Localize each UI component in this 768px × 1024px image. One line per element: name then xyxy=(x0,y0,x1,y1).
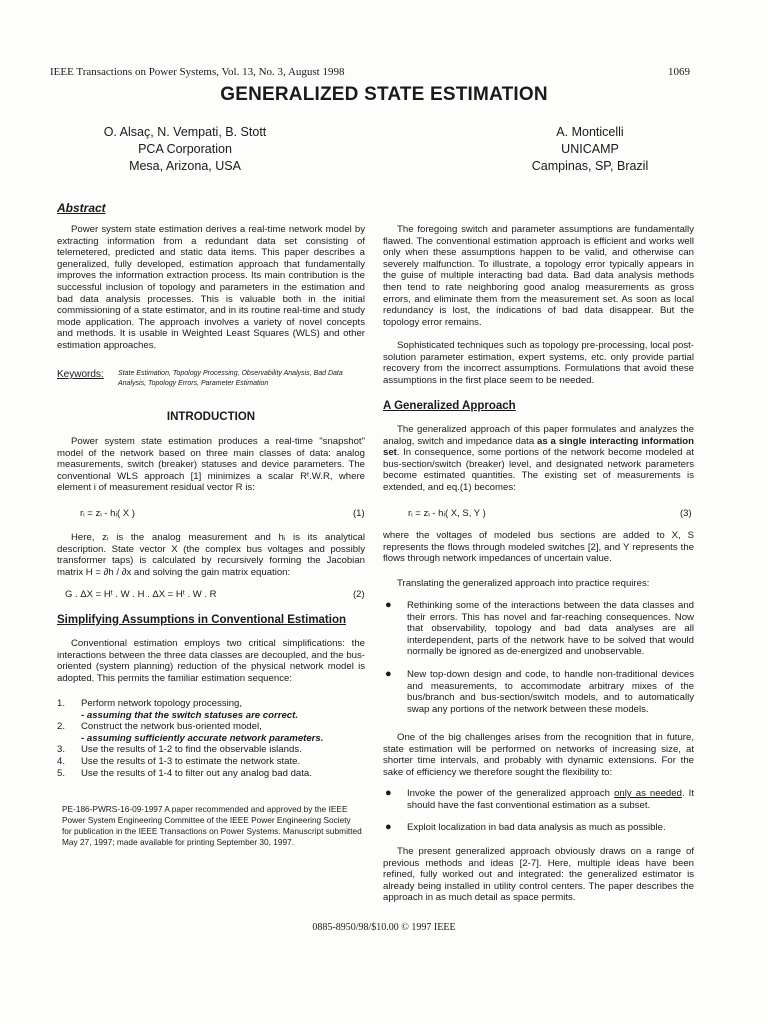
step-number: 5. xyxy=(57,767,66,779)
bullet-icon: ● xyxy=(385,821,392,834)
text: The generalized approach of this paper formulates and analyzes the analog, switch and impedance data xyxy=(383,424,694,447)
introduction-heading: INTRODUCTION xyxy=(166,411,256,423)
list-item xyxy=(383,600,694,658)
paragraph: The foregoing switch and parameter assumptions are fundamentally flawed. The conventional estimation approach is efficient and works well only when these assumptions happen to be valid, and otherwise can severely malfunction. To illustrate, a topology error typically appears in the guise of multiple interacting bad data. Bad data analysis methods then tend to rate neighboring good analog measurements as gross errors, and eliminate them from the measurement set. As soon as local redundancy is lost, the indications of bad data disappear. But the topology error remains. xyxy=(383,224,694,328)
equation-2: G . ΔX = Hᵗ . W . H . ΔX = Hᵗ . W . R xyxy=(65,589,217,600)
step-item xyxy=(57,721,365,733)
right-p2 xyxy=(383,340,694,386)
step-text: Use the results of 1-3 to estimate the network state. xyxy=(81,755,301,767)
step-text: Construct the network bus-oriented model, xyxy=(81,721,262,733)
list-item xyxy=(383,669,694,715)
step-item xyxy=(57,756,365,768)
paper-title: GENERALIZED STATE ESTIMATION xyxy=(220,84,548,105)
requirements-list xyxy=(383,600,694,715)
right-p5 xyxy=(383,578,694,590)
abstract-paragraph: Power system state estimation derives a real-time network model by extracting information from a redundant data set consisting of telemetered, predicted and static data items. This paper describes a generalized, fully developed, estimation approach that fundamentally improves the information extraction process. Its main contribution is the successful inclusion of topology and parameters in the estimation and bad data analysis processes. This is valuable both in the initial commissioning of a state estimator, and in its routine real-time and study mode application. The approach involves a variety of novel concepts and methods. It is usable in Weighted Least Squares (WLS) and other estimation approaches. xyxy=(57,224,365,351)
paragraph: Here, zᵢ is the analog measurement and hᵢ is its analytical description. State vector X (the complex bus voltages and possibly transformer taps) is calculated by recursively forming the Jacobian matrix H = ∂h / ∂x and solving the gain matrix equation: xyxy=(57,532,365,578)
step-number: 2. xyxy=(57,721,66,733)
author-affiliation: PCA Corporation xyxy=(138,142,232,156)
simplifying-heading: Simplifying Assumptions in Conventional Estimation xyxy=(57,614,347,626)
bullet-text: Exploit localization in bad data analysis as much as possible. xyxy=(407,822,666,834)
introduction-p1 xyxy=(57,436,365,494)
step-item xyxy=(57,698,365,710)
paragraph: Power system state estimation produces a real-time "snapshot" model of the network based on three main classes of data: analog measurements, switch (breaker) statuses and device parameters. The conventional WLS approach [1] minimizes a scalar Rᵗ.W.R, where element i of measurement residual vector R is: xyxy=(57,436,365,494)
generalized-approach-heading: A Generalized Approach xyxy=(383,400,516,412)
paragraph: where the voltages of modeled bus sections are added to X, S represents the flows through modeled switches [2], and Y represents the flows through network impedances of uncertain value. xyxy=(383,530,694,565)
flexibility-list xyxy=(383,788,694,834)
equation-1-number: (1) xyxy=(353,508,365,519)
author-names: A. Monticelli xyxy=(556,125,624,139)
right-p6 xyxy=(383,732,694,778)
bullet-text: Rethinking some of the interactions between the data classes and their errors. This has novel and far-reaching consequences. Now that observability, topology and bad data analyses are all interdependent, parts of the network have to be solved that would normally be ignored as de-energized and unobservable. xyxy=(407,600,694,658)
author-affiliation: UNICAMP xyxy=(561,142,619,156)
step-text: Use the results of 1-2 to find the observable islands. xyxy=(81,744,302,756)
step-text: - assuming sufficiently accurate network parameters. xyxy=(81,732,324,744)
bullet-icon: ● xyxy=(385,599,392,611)
right-p3 xyxy=(383,424,694,494)
keywords-text: State Estimation, Topology Processing, Observability Analysis, Bad Data Analysis, Topology Errors, Parameter Estimation xyxy=(118,370,343,387)
step-number: 4. xyxy=(57,755,66,767)
list-item xyxy=(383,788,694,811)
authors-left xyxy=(60,124,310,175)
paragraph: Conventional estimation employs two critical simplifications: the interactions between the three data classes are decoupled, and the bus-oriented (system planning) reduction of the physical network model is adopted. This permits the familiar estimation sequence: xyxy=(57,638,365,684)
bullet-icon: ● xyxy=(385,667,392,680)
list-item xyxy=(383,822,694,834)
equation-3: rᵢ = zᵢ - hᵢ( X, S, Y ) xyxy=(408,508,486,519)
introduction-p2 xyxy=(57,532,365,578)
abstract-text xyxy=(57,224,365,352)
author-location: Mesa, Arizona, USA xyxy=(129,159,241,173)
paragraph: Sophisticated techniques such as topology pre-processing, local post-solution parameter estimation, expert systems, etc. only provide partial recovery from the incorrect assumptions. Formulations that avoid these assumptions in the first place seem to be needed. xyxy=(383,340,694,386)
right-p7 xyxy=(383,846,694,904)
manuscript-footnote: PE-186-PWRS-16-09-1997 A paper recommended and approved by the IEEE Power System Engineering Committee of the IEEE Power Engineering Society for publication in the IEEE Transactions on Power Systems. Manuscript submitted May 27, 1997; made available for printing September 30, 1997. xyxy=(62,804,362,847)
bullet-icon: ● xyxy=(385,787,392,799)
copyright-line: 0885-8950/98/$10.00 © 1997 IEEE xyxy=(312,922,456,933)
step-text: Use the results of 1-4 to filter out any analog bad data. xyxy=(81,767,312,779)
page-number: 1069 xyxy=(668,66,690,78)
abstract-heading: Abstract xyxy=(57,201,106,215)
step-item xyxy=(57,733,365,745)
right-p1 xyxy=(383,224,694,328)
keywords-label: Keywords: xyxy=(57,369,104,380)
step-number: 1. xyxy=(57,698,66,709)
paragraph: Translating the generalized approach into practice requires: xyxy=(397,578,650,589)
step-item xyxy=(57,744,365,756)
authors-right xyxy=(480,124,700,175)
equation-3-number: (3) xyxy=(680,508,692,519)
underlined-text: only as needed xyxy=(614,788,682,799)
author-names: O. Alsaç, N. Vempati, B. Stott xyxy=(103,125,267,139)
text: . In consequence, some portions of the network become modeled at bus-section/switch (breaker) level, and designated network parameters become estimated quantities. The existing set of measurements is extended, and eq.(1) becomes: xyxy=(383,447,694,493)
right-p4 xyxy=(383,530,694,565)
estimation-steps xyxy=(57,698,365,779)
equation-1: rᵢ = zᵢ - hᵢ( X ) xyxy=(80,508,135,519)
bullet-text: New top-down design and code, to handle non-traditional devices and measurements, to accommodate arbitrary mixes of the bus/branch and bus-section/switch models, and to automatically swap any portions of the network between these models. xyxy=(407,668,694,715)
text: Invoke the power of the generalized approach xyxy=(407,788,615,799)
step-number: 3. xyxy=(57,744,66,756)
equation-2-number: (2) xyxy=(353,589,365,600)
paragraph: The present generalized approach obviously draws on a range of previous methods and ideas [2-7]. Here, multiple ideas have been refined, fully worked out and integrated: the generalized estimator is already being installed in utility control centers. The paper describes the approach in as much detail as space permits. xyxy=(383,846,694,904)
emphasis: as a single interacting information set xyxy=(383,435,694,459)
paragraph: One of the big challenges arises from the recognition that in future, state estimation will be performed on networks of increasing size, at shorter time intervals, and probably with dynamic extensions. For the sake of efficiency we therefore sought the flexibility to: xyxy=(383,732,694,778)
step-text: Perform network topology processing, xyxy=(81,698,243,709)
step-item xyxy=(57,768,365,780)
text: . It should have the fast conventional estimation as a subset. xyxy=(407,788,694,811)
author-location: Campinas, SP, Brazil xyxy=(531,159,649,173)
step-item xyxy=(57,710,365,722)
journal-header: IEEE Transactions on Power Systems, Vol. 13, No. 3, August 1998 xyxy=(50,66,345,78)
simplifying-p1 xyxy=(57,638,365,684)
step-text: - assuming that the switch statuses are correct. xyxy=(81,709,298,721)
